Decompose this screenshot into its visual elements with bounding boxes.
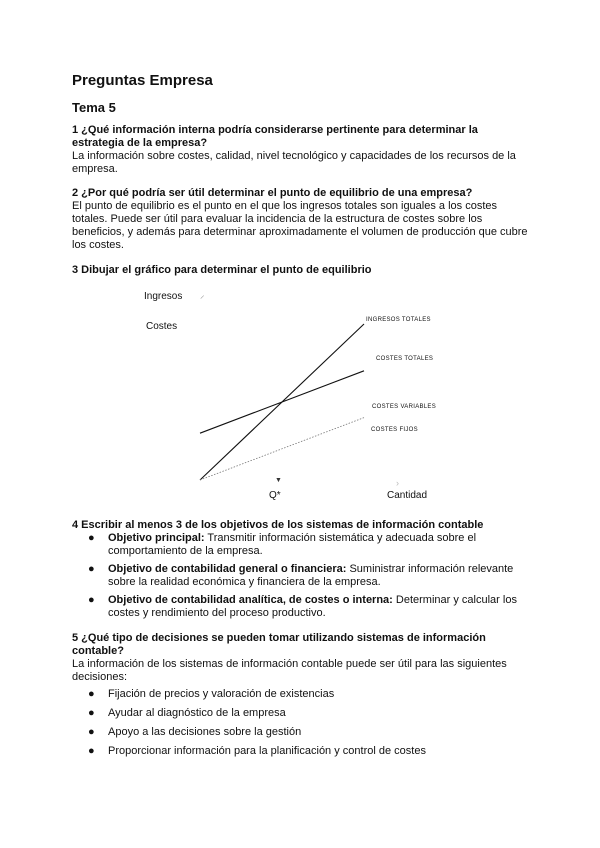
series-label-costes-totales: COSTES TOTALES xyxy=(376,356,434,362)
item-heading: Objetivo principal: xyxy=(108,532,205,544)
series-line-costes-variables xyxy=(200,418,364,480)
x-axis-label: Cantidad xyxy=(387,490,428,501)
bullet-icon: ● xyxy=(88,594,95,606)
question-4 xyxy=(72,519,532,532)
item-text: Apoyo a las decisiones sobre la gestión xyxy=(108,726,302,738)
list-item xyxy=(88,688,528,701)
bullet-icon: ● xyxy=(88,688,95,700)
y-axis-label-line2: Costes xyxy=(146,321,178,332)
list-item xyxy=(88,707,528,720)
series-label-costes-variables: COSTES VARIABLES xyxy=(372,404,437,410)
question-2-text: 2 ¿Por qué podría ser útil determinar el punto de equilibrio de una empresa? xyxy=(72,187,473,199)
answer-2-text: El punto de equilibrio es el punto en el que los ingresos totales son iguales a los costes totales. Puede ser útil para evaluar la incidencia de la estructura de costes sobre los beneficios, y además para determinar aproximadamente el volumen de producción que cubre los costes. xyxy=(72,200,528,251)
question-1-text: 1 ¿Qué información interna podría considerarse pertinente para determinar la estrategia de la empresa? xyxy=(72,124,478,149)
question-5-text: 5 ¿Qué tipo de decisiones se pueden tomar utilizando sistemas de información contable? xyxy=(72,632,486,657)
item-heading: Objetivo de contabilidad analítica, de costes o interna: xyxy=(108,594,393,606)
list-item xyxy=(88,532,528,558)
item-text: Suministrar información relevante sobre la realidad económica y financiera de la empresa. xyxy=(108,563,514,588)
break-even-chart xyxy=(130,280,470,510)
list-item xyxy=(88,594,528,620)
question-3-text: 3 Dibujar el gráfico para determinar el punto de equilibrio xyxy=(72,264,372,276)
question-4-text: 4 Escribir al menos 3 de los objetivos de los sistemas de información contable xyxy=(72,519,484,531)
series-label-ingresos-totales: INGRESOS TOTALES xyxy=(366,317,431,323)
question-2 xyxy=(72,187,532,252)
item-text: Fijación de precios y valoración de existencias xyxy=(108,688,335,700)
section-heading: Tema 5 xyxy=(72,100,116,115)
question-1 xyxy=(72,124,532,176)
objectives-list xyxy=(88,532,528,620)
item-text: Determinar y calcular los costes y rendimiento del proceso productivo. xyxy=(108,594,517,619)
arrow-mark: › xyxy=(396,478,399,488)
list-item xyxy=(88,745,528,758)
arrow-mark: ⸝ xyxy=(200,290,205,300)
bullet-icon: ● xyxy=(88,745,95,757)
bullet-icon: ● xyxy=(88,707,95,719)
list-item xyxy=(88,726,528,739)
item-text: Ayudar al diagnóstico de la empresa xyxy=(108,707,286,719)
annotation-costes-fijos: COSTES FIJOS xyxy=(371,427,418,433)
y-axis-label-line1: Ingresos xyxy=(144,291,183,302)
x-marker-label: Q* xyxy=(269,490,281,501)
break-even-chart-svg xyxy=(130,280,470,510)
item-text: Transmitir información sistemática y adecuada sobre el comportamiento de la empresa. xyxy=(108,532,477,557)
bullet-icon: ● xyxy=(88,563,95,575)
question-5 xyxy=(72,632,532,684)
qstar-tick: ▼ xyxy=(275,477,282,484)
question-3 xyxy=(72,264,532,277)
item-text: Proporcionar información para la planificación y control de costes xyxy=(108,745,426,757)
answer-1-text: La información sobre costes, calidad, nivel tecnológico y capacidades de los recursos de la empresa. xyxy=(72,150,516,175)
decisions-list xyxy=(88,688,528,758)
page-title: Preguntas Empresa xyxy=(72,72,213,89)
answer-5-text: La información de los sistemas de información contable puede ser útil para las siguientes decisiones: xyxy=(72,658,507,683)
bullet-icon: ● xyxy=(88,726,95,738)
list-item xyxy=(88,563,528,589)
series-line-costes-totales xyxy=(200,371,364,433)
bullet-icon: ● xyxy=(88,532,95,544)
item-heading: Objetivo de contabilidad general o financiera: xyxy=(108,563,347,575)
